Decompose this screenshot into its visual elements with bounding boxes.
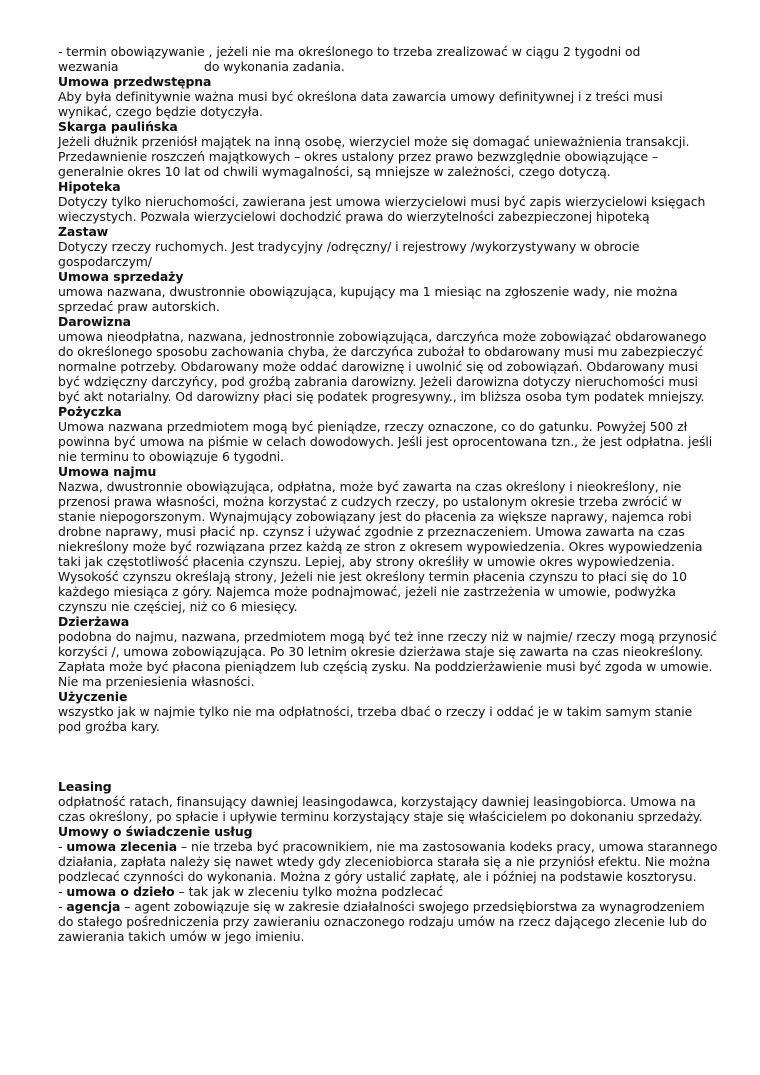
text-zastaw: Dotyczy rzeczy ruchomych. Jest tradycyjny /odręczny/ i rejestrowy /wykorzystywany w obrocie gospodarczym/ [58, 239, 640, 269]
term-umowa-zlecenia: umowa zlecenia [66, 839, 178, 854]
heading-umowy-uslugi: Umowy o świadczenie usług [58, 824, 253, 839]
intro-paragraph [58, 44, 718, 74]
dash-agencja: - [58, 899, 67, 914]
blank-space [58, 734, 718, 779]
text-skarga-paulianska: Jeżeli dłużnik przeniósł majątek na inną osobę, wierzyciel może się domagać unieważnienia transakcji. [58, 134, 690, 149]
text-umowa-przedwstepna: Aby była definitywnie ważna musi być określona data zawarcia umowy definitywnej i z treści musi wynikać, czego będzie dotyczyła. [58, 89, 663, 119]
text-umowa-zlecenia [58, 839, 718, 884]
term-umowa-o-dzielo: umowa o dzieło [66, 884, 175, 899]
text-umowa-najmu: Nazwa, dwustronnie obowiązująca, odpłatna, może być zawarta na czas określony i nieokreślony, nie przenosi prawa własności, można korzystać z cudzych rzeczy, po ustalonym okresie trzeba zwrócić w stanie niepogorszonym. Wynajmujący zobowiązany jest do płacenia za większe naprawy, najemca robi drobne naprawy, musi płacić np. czynsz i używać zgodnie z przeznaczeniem. Umowa zawarta na czas niekreślony może być rozwiązana przez każdą ze stron z okresem wypowiedzenia. Okres wypowiedzenia taki jak częstotliwość płacenia czynszu. Lepiej, aby strony określiły w umowie okres wypowiedzenia. Wysokość czynszu określają strony, Jeżeli nie jest określony termin płacenia czynszu to płaci się do 10 każdego miesiąca z góry. Najemca może podnajmować, jeżeli nie zastrzeżenia w umowie, podwyżka czynszu nie częściej, niż co 6 miesięcy. [58, 479, 703, 614]
text-uzyczenie-2: pod groźba kary. [58, 719, 160, 734]
text-agencja [58, 899, 718, 944]
dash-dzielo: - [58, 884, 67, 899]
intro-word: wezwania [58, 59, 119, 74]
desc-umowa-o-dzielo: – tak jak w zleceniu tylko można podzlecać [174, 884, 443, 899]
text-przedawnienie: Przedawnienie roszczeń majątkowych – okres ustalony przez prawo bezwzględnie obowiązujące – generalnie okres 10 lat od chwili wymagalności, są mniejsze w zależności, czego dotyczą. [58, 149, 659, 179]
text-umowa-sprzedazy: umowa nazwana, dwustronnie obowiązująca, kupujący ma 1 miesiąc na zgłoszenie wady, nie można sprzedać praw autorskich. [58, 284, 678, 314]
desc-agencja: – agent zobowiązuje się w zakresie działalności swojego przedsiębiorstwa za wynagrodzeniem do stałego pośredniczenia przy zawieraniu oznaczonego rodzaju umów na rzecz dającego zlecenie lub do zawierania takich umów w jego imieniu. [58, 899, 707, 944]
heading-hipoteka: Hipoteka [58, 179, 121, 194]
document-page [58, 44, 718, 944]
intro-text-line2: do wykonania zadania. [204, 59, 345, 74]
heading-pozyczka: Pożyczka [58, 404, 122, 419]
term-agencja: agencja [66, 899, 121, 914]
heading-skarga-paulianska: Skarga paulińska [58, 119, 178, 134]
text-darowizna: umowa nieodpłatna, nazwana, jednostronnie zobowiązująca, darczyńca może zobowiązać obdarowanego do określonego sposobu zachowania chyba, że darczyńca zubożał to obdarowany musi mu zabezpieczyć normalne potrzeby. Obdarowany może oddać darowiznę i uwolnić się od zobowiązań. Obdarowany musi być wdzięczny darczyńcy, pod groźbą zabrania darowizny. Jeżeli darowizna dotyczy nieruchomości musi być akt notarialny. Od darowizny płaci się podatek progresywny., im bliższa osoba tym podatek mniejszy. [58, 329, 707, 404]
heading-darowizna: Darowizna [58, 314, 131, 329]
dash-zlecenia: - [58, 839, 67, 854]
desc-umowa-zlecenia: – nie trzeba być pracownikiem, nie ma zastosowania kodeks pracy, umowa starannego działania, zapłata należy się nawet wtedy gdy zleceniobiorca starała się a nie przyniósł efektu. Nie można podzlecać czynności do wykonania. Można z góry ustalić zapłatę, ale i później na podstawie kosztorysu. [58, 839, 718, 884]
heading-umowa-najmu: Umowa najmu [58, 464, 157, 479]
text-pozyczka: Umowa nazwana przedmiotem mogą być pieniądze, rzeczy oznaczone, co do gatunku. Powyżej 500 zł powinna być umowa na piśmie w celach dowodowych. Jeśli jest oprocentowana tzn., że jest odpłatna. jeśli nie terminu to obowiązuje 6 tygodni. [58, 419, 713, 464]
heading-uzyczenie: Użyczenie [58, 689, 128, 704]
heading-dzierzawa: Dzierżawa [58, 614, 130, 629]
text-dzierzawa: podobna do najmu, nazwana, przedmiotem mogą być też inne rzeczy niż w najmie/ rzeczy mogą przynosić korzyści /, umowa zobowiązująca. Po 30 letnim okresie dzierżawa staje się zawarta na czas nieokreślony. Zapłata może być płacona pieniądzem lub częścią zysku. Na poddzierżawienie musi być zgoda w umowie. Nie ma przeniesienia własności. [58, 629, 717, 689]
heading-leasing: Leasing [58, 779, 112, 794]
intro-text-line1: - termin obowiązywanie , jeżeli nie ma określonego to trzeba zrealizować w ciągu 2 tygodni od [58, 44, 641, 59]
text-umowa-o-dzielo [58, 884, 718, 899]
text-leasing: odpłatność ratach, finansujący dawniej leasingodawca, korzystający dawniej leasingobiorca. Umowa na czas określony, po spłacie i upływie terminu korzystający staje się właścicielem po dokonaniu sprzedaży. [58, 794, 703, 824]
heading-umowa-przedwstepna: Umowa przedwstępna [58, 74, 212, 89]
text-hipoteka: Dotyczy tylko nieruchomości, zawierana jest umowa wierzycielowi musi być zapis wierzycielowi księgach wieczystych. Pozwala wierzycielowi dochodzić prawa do wierzytelności zabezpieczonej hipoteką [58, 194, 706, 224]
heading-zastaw: Zastaw [58, 224, 109, 239]
heading-umowa-sprzedazy: Umowa sprzedaży [58, 269, 184, 284]
text-uzyczenie: wszystko jak w najmie tylko nie ma odpłatności, trzeba dbać o rzeczy i oddać je w takim samym stanie [58, 704, 693, 719]
